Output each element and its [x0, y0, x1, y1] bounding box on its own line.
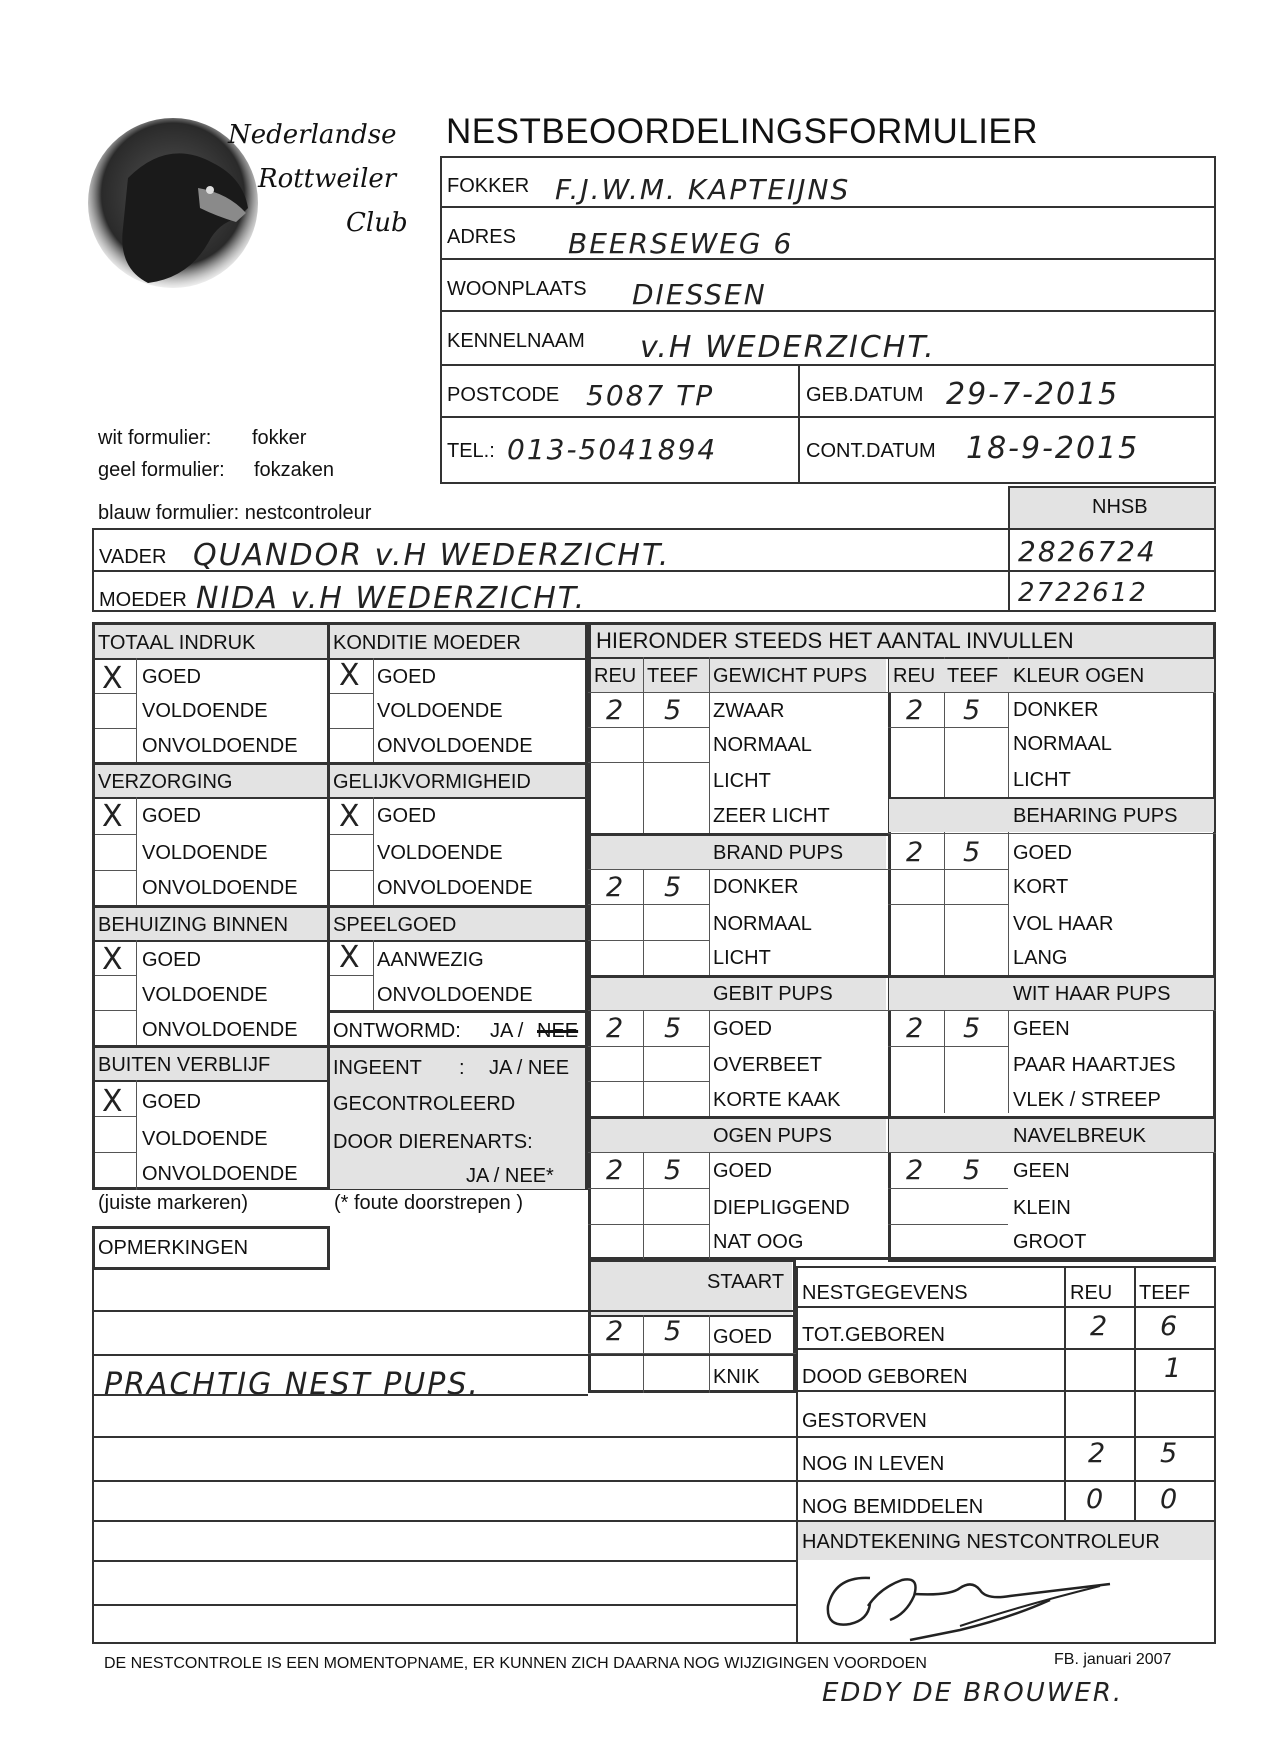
footer-note: DE NESTCONTROLE IS EEN MOMENTOPNAME, ER KUNNEN ZICH DAARNA NOG WIJZIGINGEN VOORDOEN	[104, 1655, 927, 1672]
option-voldoende: VOLDOENDE	[142, 984, 268, 1006]
option-onvoldoende: ONVOLDOENDE	[142, 1019, 298, 1041]
nog-bemiddelen-label: NOG BEMIDDELEN	[802, 1496, 984, 1518]
wit-value: fokker	[252, 427, 307, 449]
opmerkingen-text[interactable]: PRACHTIG NEST PUPS.	[104, 1367, 480, 1402]
controller-signature	[810, 1566, 1130, 1642]
tot-geboren-teef[interactable]: 6	[1160, 1311, 1178, 1342]
behuizing-goed-mark[interactable]: X	[102, 942, 123, 977]
totaal-indruk-header: TOTAAL INDRUK	[98, 632, 256, 654]
option-normaal: NORMAAL	[1013, 733, 1112, 755]
nhsb-label: NHSB	[1092, 496, 1148, 518]
option-onvoldoende: ONVOLDOENDE	[142, 1163, 298, 1185]
buiten-verblijf-goed-mark[interactable]: X	[102, 1084, 123, 1119]
speelgoed-header: SPEELGOED	[333, 914, 457, 936]
behuizing-binnen-header: BEHUIZING BINNEN	[98, 914, 289, 936]
opmerkingen-label: OPMERKINGEN	[98, 1237, 249, 1259]
vader-label: VADER	[99, 546, 167, 568]
vader-nhsb[interactable]: 2826724	[1018, 535, 1157, 568]
speelgoed-aanwezig-mark[interactable]: X	[339, 940, 360, 975]
beharing-goed-reu[interactable]: 2	[906, 837, 924, 868]
nog-bemiddelen-teef[interactable]: 0	[1160, 1484, 1178, 1515]
ingeent-value[interactable]: JA / NEE	[489, 1057, 570, 1079]
kennelnaam-value[interactable]: v.H WEDERZICHT.	[640, 330, 936, 365]
gewicht-pups-header: GEWICHT PUPS	[713, 665, 868, 687]
verzorging-goed-mark[interactable]: X	[102, 799, 123, 834]
dood-geboren-teef[interactable]: 1	[1164, 1353, 1182, 1384]
navelbreuk-geen-reu[interactable]: 2	[906, 1155, 924, 1186]
option-goed: GOED	[1013, 842, 1072, 864]
postcode-value[interactable]: 5087 TP	[586, 379, 715, 412]
teef-header: TEEF	[647, 665, 699, 687]
staart-goed-reu[interactable]: 2	[606, 1316, 624, 1347]
option-aanwezig: AANWEZIG	[377, 949, 484, 971]
option-klein: KLEIN	[1013, 1197, 1071, 1219]
juiste-markeren-note: (juiste markeren)	[98, 1192, 249, 1214]
option-goed: GOED	[713, 1018, 772, 1040]
option-onvoldoende: ONVOLDOENDE	[377, 877, 533, 899]
right-header: HIERONDER STEEDS HET AANTAL INVULLEN	[596, 628, 1074, 653]
kleur-ogen-header: KLEUR OGEN	[1013, 665, 1145, 687]
option-onvoldoende: ONVOLDOENDE	[377, 735, 533, 757]
gelijkvormigheid-header: GELIJKVORMIGHEID	[333, 771, 531, 793]
navelbreuk-geen-teef[interactable]: 5	[963, 1155, 981, 1186]
option-goed: GOED	[377, 666, 436, 688]
beharing-goed-teef[interactable]: 5	[963, 837, 981, 868]
adres-value[interactable]: BEERSEWEG 6	[568, 227, 794, 260]
ingeent-colon: :	[459, 1057, 465, 1079]
moeder-nhsb[interactable]: 2722612	[1018, 578, 1148, 608]
option-knik: KNIK	[713, 1366, 760, 1388]
gebit-goed-reu[interactable]: 2	[606, 1013, 624, 1044]
option-donker: DONKER	[713, 876, 799, 898]
beharing-pups-header: BEHARING PUPS	[1013, 805, 1178, 827]
option-goed: GOED	[142, 949, 201, 971]
right-grid	[588, 622, 1216, 1260]
door-dierenarts-label: DOOR DIERENARTS:	[333, 1131, 533, 1153]
option-licht: LICHT	[713, 770, 771, 792]
nog-bemiddelen-reu[interactable]: 0	[1086, 1484, 1104, 1515]
teef-header: TEEF	[947, 665, 999, 687]
ontwormd-label: ONTWORMD:	[333, 1020, 461, 1042]
verzorging-header: VERZORGING	[98, 771, 233, 793]
tot-geboren-reu[interactable]: 2	[1090, 1311, 1108, 1342]
option-vol-haar: VOL HAAR	[1013, 913, 1114, 935]
option-voldoende: VOLDOENDE	[377, 842, 503, 864]
dood-geboren-label: DOOD GEBOREN	[802, 1366, 968, 1388]
option-goed: GOED	[713, 1326, 772, 1348]
option-goed: GOED	[142, 1091, 201, 1113]
staart-goed-teef[interactable]: 5	[664, 1316, 682, 1347]
konditie-moeder-goed-mark[interactable]: X	[339, 658, 360, 693]
kleur-ogen-donker-reu[interactable]: 2	[906, 695, 924, 726]
nest-reu-header: REU	[1070, 1282, 1113, 1304]
option-onvoldoende: ONVOLDOENDE	[377, 984, 533, 1006]
option-nat-oog: NAT OOG	[713, 1231, 804, 1253]
nog-in-leven-label: NOG IN LEVEN	[802, 1453, 945, 1475]
buiten-verblijf-header: BUITEN VERBLIJF	[98, 1054, 271, 1076]
vader-value[interactable]: QUANDOR v.H WEDERZICHT.	[193, 538, 671, 573]
option-groot: GROOT	[1013, 1231, 1087, 1253]
woonplaats-label: WOONPLAATS	[447, 278, 587, 300]
konditie-moeder-header: KONDITIE MOEDER	[333, 632, 521, 654]
staart-header: STAART	[707, 1271, 785, 1293]
option-voldoende: VOLDOENDE	[142, 1128, 268, 1150]
gewicht-zwaar-teef[interactable]: 5	[664, 695, 682, 726]
handtekening-label: HANDTEKENING NESTCONTROLEUR	[802, 1531, 1160, 1553]
option-korte-kaak: KORTE KAAK	[713, 1089, 841, 1111]
gelijkvormigheid-goed-mark[interactable]: X	[339, 799, 360, 834]
opmerkingen-box	[92, 1268, 798, 1644]
logo-line-3: Club	[346, 208, 408, 238]
nest-teef-header: TEEF	[1139, 1282, 1191, 1304]
option-voldoende: VOLDOENDE	[142, 700, 268, 722]
option-donker: DONKER	[1013, 699, 1099, 721]
kennelnaam-label: KENNELNAAM	[447, 330, 585, 352]
option-onvoldoende: ONVOLDOENDE	[142, 735, 298, 757]
gewicht-zwaar-reu[interactable]: 2	[606, 695, 624, 726]
wit-haar-pups-header: WIT HAAR PUPS	[1013, 983, 1171, 1005]
woonplaats-value[interactable]: DIESSEN	[632, 278, 767, 311]
ogen-pups-header: OGEN PUPS	[713, 1125, 832, 1147]
option-geen: GEEN	[1013, 1160, 1070, 1182]
foute-doorstrepen-note: (* foute doorstrepen )	[334, 1192, 523, 1214]
brand-donker-reu[interactable]: 2	[606, 872, 624, 903]
reu-header: REU	[893, 665, 936, 687]
option-voldoende: VOLDOENDE	[377, 700, 503, 722]
option-vlek-streep: VLEK / STREEP	[1013, 1089, 1161, 1111]
reu-header: REU	[594, 665, 637, 687]
ontwormd-nee[interactable]: NEE	[537, 1020, 579, 1042]
contdatum-label: CONT.DATUM	[806, 440, 936, 462]
option-goed: GOED	[713, 1160, 772, 1182]
contdatum-value[interactable]: 18-9-2015	[966, 431, 1140, 466]
navelbreuk-header: NAVELBREUK	[1013, 1125, 1147, 1147]
wit-haar-geen-teef[interactable]: 5	[963, 1013, 981, 1044]
ingeent-label: INGEENT	[333, 1057, 422, 1079]
option-licht: LICHT	[1013, 769, 1071, 791]
option-kort: KORT	[1013, 876, 1069, 898]
gestorven-label: GESTORVEN	[802, 1410, 927, 1432]
fokker-value[interactable]: F.J.W.M. KAPTEIJNS	[555, 173, 851, 206]
option-voldoende: VOLDOENDE	[142, 842, 268, 864]
ogen-goed-reu[interactable]: 2	[606, 1155, 624, 1186]
option-paar-haartjes: PAAR HAARTJES	[1013, 1054, 1176, 1076]
postcode-label: POSTCODE	[447, 384, 560, 406]
logo-line-1: Nederlandse	[228, 120, 397, 150]
option-lang: LANG	[1013, 947, 1068, 969]
form-title: NESTBEOORDELINGSFORMULIER	[446, 112, 1039, 151]
brand-pups-header: BRAND PUPS	[713, 842, 844, 864]
option-goed: GOED	[142, 805, 201, 827]
logo-line-2: Rottweiler	[258, 164, 397, 194]
gebit-goed-teef[interactable]: 5	[664, 1013, 682, 1044]
totaal-indruk-goed-mark[interactable]: X	[102, 661, 123, 696]
nog-in-leven-reu[interactable]: 2	[1088, 1438, 1106, 1469]
tel-label: TEL.:	[447, 440, 495, 462]
adres-label: ADRES	[447, 226, 516, 248]
gebdatum-value[interactable]: 29-7-2015	[946, 377, 1120, 412]
moeder-value[interactable]: NIDA v.H WEDERZICHT.	[196, 581, 587, 616]
tel-value[interactable]: 013-5041894	[507, 433, 718, 466]
option-normaal: NORMAAL	[713, 913, 812, 935]
footer-version: FB. januari 2007	[1054, 1651, 1172, 1668]
option-licht: LICHT	[713, 947, 771, 969]
tot-geboren-label: TOT.GEBOREN	[802, 1324, 945, 1346]
blauw-label: blauw formulier: nestcontroleur	[98, 502, 372, 524]
option-goed: GOED	[377, 805, 436, 827]
geel-value: fokzaken	[254, 459, 335, 481]
controller-name: EDDY DE BROUWER.	[822, 1678, 1124, 1708]
option-goed: GOED	[142, 666, 201, 688]
gebdatum-label: GEB.DATUM	[806, 384, 924, 406]
gebit-pups-header: GEBIT PUPS	[713, 983, 833, 1005]
nestgegevens-title: NESTGEGEVENS	[802, 1282, 968, 1304]
wit-label: wit formulier:	[98, 427, 212, 449]
ontwormd-ja[interactable]: JA /	[490, 1020, 524, 1042]
fokker-label: FOKKER	[447, 175, 530, 197]
moeder-label: MOEDER	[99, 589, 187, 611]
gecontroleerd-label: GECONTROLEERD	[333, 1093, 516, 1115]
option-overbeet: OVERBEET	[713, 1054, 822, 1076]
option-zeer-licht: ZEER LICHT	[713, 805, 830, 827]
ogen-goed-teef[interactable]: 5	[664, 1155, 682, 1186]
option-normaal: NORMAAL	[713, 734, 812, 756]
option-zwaar: ZWAAR	[713, 700, 785, 722]
brand-donker-teef[interactable]: 5	[664, 872, 682, 903]
option-diepliggend: DIEPLIGGEND	[713, 1197, 850, 1219]
wit-haar-geen-reu[interactable]: 2	[906, 1013, 924, 1044]
nog-in-leven-teef[interactable]: 5	[1160, 1438, 1178, 1469]
option-geen: GEEN	[1013, 1018, 1070, 1040]
dierenarts-value[interactable]: JA / NEE*	[466, 1165, 554, 1187]
kleur-ogen-donker-teef[interactable]: 5	[963, 695, 981, 726]
geel-label: geel formulier:	[98, 459, 225, 481]
option-onvoldoende: ONVOLDOENDE	[142, 877, 298, 899]
